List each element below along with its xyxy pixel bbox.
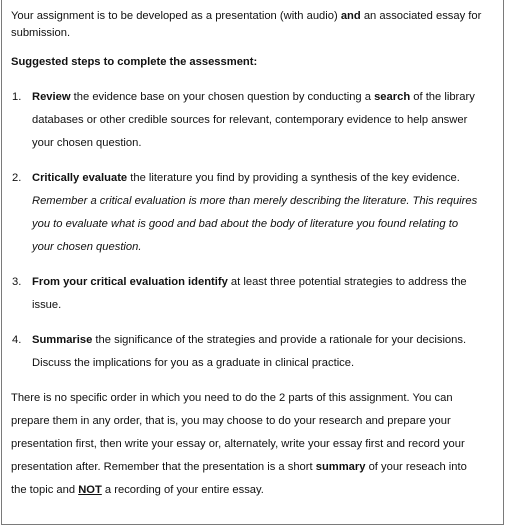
step-4-line-2: Discuss the implications for you as a graduate in clinical practice. xyxy=(32,357,355,369)
closing-line-2: prepare them in any order, that is, you may choose to do your research and prepare your xyxy=(11,415,451,427)
step-1-text-b: of the library xyxy=(410,91,475,103)
closing-text-c: the topic and xyxy=(11,484,79,496)
step-4-keyword: Summarise xyxy=(32,334,93,346)
step-1-line-3: your chosen question. xyxy=(32,137,142,149)
step-2-number: 2. xyxy=(12,172,22,184)
step-1-keyword-search: search xyxy=(374,91,411,103)
intro-text-end: an associated essay for xyxy=(360,10,482,22)
step-3-number: 3. xyxy=(12,276,22,288)
step-2-line-4: your chosen question. xyxy=(32,241,142,253)
step-2-line-1 xyxy=(32,171,460,185)
step-1-text-a: the evidence base on your chosen question by conducting a xyxy=(70,91,375,103)
step-3-line-1 xyxy=(32,275,467,289)
closing-keyword-not: NOT xyxy=(78,484,102,496)
step-2-keyword: Critically evaluate xyxy=(32,172,128,184)
step-2-line-3: you to evaluate what is good and bad about the body of literature you found relating to xyxy=(32,218,459,230)
step-1-keyword: Review xyxy=(32,91,71,103)
closing-text-b: of your reseach into xyxy=(365,461,467,473)
step-1-line-2: databases or other credible sources for relevant, contemporary evidence to help answer xyxy=(32,114,468,126)
intro-text: Your assignment is to be developed as a presentation (with audio) xyxy=(11,10,341,22)
step-4-text-a: the significance of the strategies and provide a rationale for your decisions. xyxy=(92,334,467,346)
closing-text-d: a recording of your entire essay. xyxy=(101,484,264,496)
step-1-number: 1. xyxy=(12,91,22,103)
closing-line-1: There is no specific order in which you need to do the 2 parts of this assignment. You can xyxy=(11,392,453,404)
step-2-line-2: Remember a critical evaluation is more than merely describing the literature. This requires xyxy=(32,195,478,207)
step-3-line-2: issue. xyxy=(32,299,62,311)
steps-heading: Suggested steps to complete the assessment: xyxy=(11,56,258,68)
intro-line-2: submission. xyxy=(11,27,71,39)
step-4-number: 4. xyxy=(12,334,22,346)
step-1-line-1 xyxy=(32,90,475,104)
step-3-keyword: From your critical evaluation identify xyxy=(32,276,228,288)
intro-line-1 xyxy=(11,9,481,23)
step-3-text-a: at least three potential strategies to address the xyxy=(227,276,467,288)
closing-line-4 xyxy=(11,460,467,474)
intro-and: and xyxy=(340,10,361,22)
closing-text-a: presentation after. Remember that the presentation is a short xyxy=(11,461,316,473)
step-4-line-1 xyxy=(32,333,466,347)
closing-line-5 xyxy=(11,483,264,497)
closing-keyword-summary: summary xyxy=(315,461,366,473)
step-2-text-a: the literature you find by providing a synthesis of the key evidence. xyxy=(127,172,460,184)
closing-line-3: presentation first, then write your essay or, alternately, write your essay first and record your xyxy=(11,438,465,450)
